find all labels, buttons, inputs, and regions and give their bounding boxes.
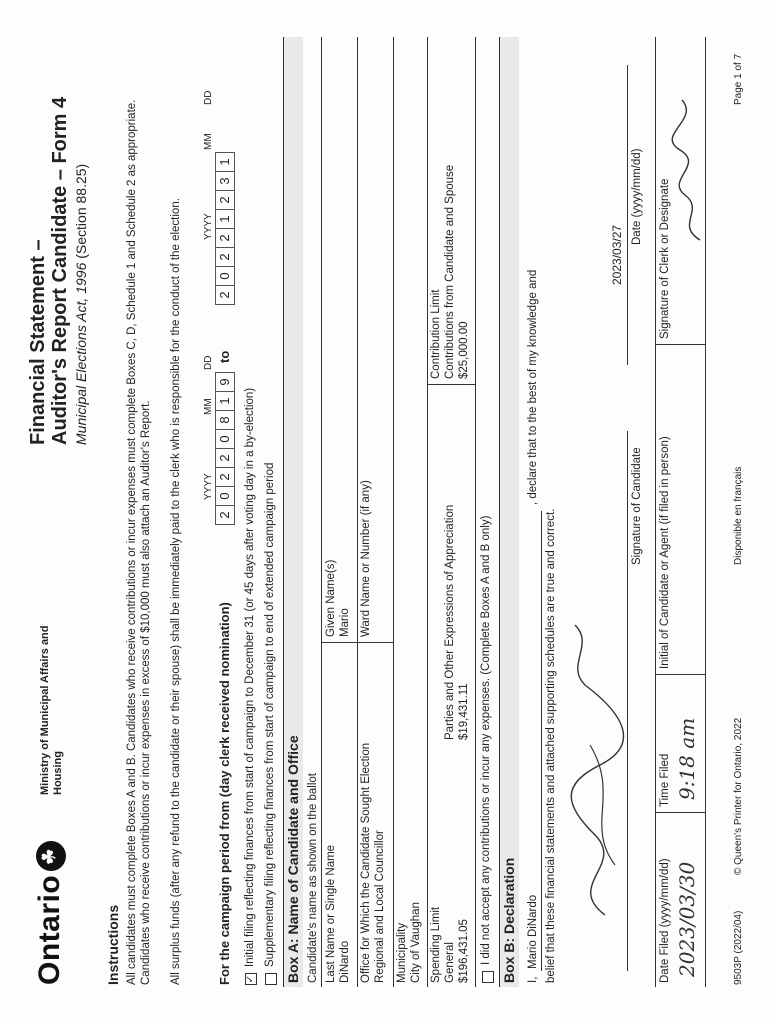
ministry-name: Ministry of Municipal Affairs and Housing [39,625,64,795]
form-subtitle [73,164,89,445]
col-mm: MM [203,398,214,415]
general-label: General [444,942,456,983]
supplementary-filing-checkbox[interactable] [265,973,277,985]
initial-filing-label: Initial filing reflecting finances from start of campaign to December 31 (or 45 days after voting day in a by-election) [244,387,256,967]
period-to-date [215,152,235,305]
to-digit: 1 [216,209,234,228]
from-digit: 0 [216,486,234,505]
instructions-para2: All surplus funds (after any refund to the candidate or their spouse) shall be immediately paid to the clerk who is responsible for the conduct of the election. [170,198,182,985]
divider [499,37,500,987]
declare-text: , declare that to the best of my knowledge and [527,269,539,505]
period-from-date [215,372,235,525]
declaration-date-label: Date (yyyy/mm/dd) [631,148,643,245]
municipality-value: City of Vaughan [410,902,422,983]
instructions-heading: Instructions [105,904,121,985]
signature-line [627,431,628,971]
general-value: $196,431.05 [458,919,470,983]
divider [427,384,475,385]
contribution-sub-label: Contributions from Candidate and Spouse [444,164,456,379]
col-mm-to: MM [203,133,214,150]
from-digit: 9 [217,378,232,386]
contribution-value: $25,000.00 [458,321,470,379]
from-digit: 0 [216,429,234,448]
no-contributions-label: I did not accept any contributions or incur any expenses. (Complete Boxes A and B only) [480,515,492,965]
declarant-line [541,511,542,971]
divider [705,37,706,987]
divider [321,37,322,987]
no-contributions-checkbox[interactable] [482,971,494,983]
office-label: Office for Which the Candidate Sought Election [360,742,372,983]
divider [283,37,284,987]
given-name-label: Given Name(s) [325,559,337,637]
to-digit: 0 [216,266,234,285]
contribution-limit-label: Contribution Limit [430,289,442,379]
from-digit: 2 [216,505,234,524]
divider [357,37,358,987]
from-digit: 2 [216,467,234,486]
to-label: to [217,350,232,363]
divider [393,37,394,987]
municipality-label: Municipality [396,922,408,983]
parties-label: Parties and Other Expressions of Appreciation [444,504,456,740]
signature-candidate-label: Signature of Candidate [631,447,643,565]
to-digit: 3 [216,171,234,190]
col-yyyy-to: YYYY [203,213,214,240]
declarant-name: Mario DiNardo [527,894,539,969]
initial-filing-checkbox[interactable]: ✓ [245,974,256,984]
divider [321,642,357,643]
parties-value: $19,431.11 [458,683,470,740]
i-label: I, [527,976,539,983]
spending-limit-label: Spending Limit [430,906,442,983]
belief-text: belief that these financial statements and attached supporting schedules are true and correct. [545,508,557,983]
time-filed-label: Time Filed [659,753,671,807]
to-digit: 1 [217,158,232,166]
ballot-label: Candidate's name as shown on the ballot [307,773,319,983]
last-name-value: DiNardo [339,940,351,983]
box-b-header-bg [499,37,519,987]
divider [357,642,393,643]
ontario-logo [33,841,67,985]
french-availability: Disponible en français [733,466,744,565]
divider [655,344,705,345]
divider [475,37,476,987]
clerk-signature [670,95,710,245]
period-label: For the campaign period from (day clerk received nomination) [217,602,232,985]
last-name-label: Last Name or Single Name [325,844,337,983]
candidate-signature [555,605,630,925]
form-code: 9503P (2022/04) [733,910,744,985]
divider [655,37,656,987]
divider [655,674,705,675]
supplementary-filing-label: Supplementary filing reflecting finances from start of campaign to end of extended campaign period [264,462,276,967]
ward-label: Ward Name or Number (if any) [360,480,372,637]
date-line [627,65,628,365]
form-title-line1: Financial Statement – [27,239,49,445]
col-dd-to: DD [203,90,214,105]
declaration-date: 2023/03/27 [610,224,624,285]
divider [655,812,705,813]
box-b-heading: Box B: Declaration [501,857,517,983]
clerk-signature-label: Signature of Clerk or Designate [659,178,671,339]
from-digit: 1 [216,391,234,410]
to-digit: 2 [216,228,234,247]
to-digit: 2 [216,285,234,304]
from-digit: 8 [216,410,234,429]
rotated-form [15,15,755,1005]
date-filed-label: Date Filed (yyyy/mm/dd) [659,858,671,983]
logo-text: Ontario [33,874,66,985]
act-name: Municipal Elections Act, 1996 [73,262,89,445]
date-filed-value: 2023/03/30 [675,861,699,977]
box-a-heading: Box A: Name of Candidate and Office [285,735,301,983]
time-filed-value: 9:18 am [675,717,699,800]
copyright: © Queen's Printer for Ontario, 2022 [733,717,744,875]
divider [427,37,428,987]
instructions-para1: All candidates must complete Boxes A and B. Candidates who receive contributions or incur expenses must complete Boxes C, D, Schedule 1 and Schedule 2 as appropriate. Candidates who receive contributions or incur expenses in excess of $10,000 must also attach an Auditor's Report. [126,99,152,985]
from-digit: 2 [216,448,234,467]
col-yyyy: YYYY [203,473,214,500]
to-digit: 2 [216,190,234,209]
trillium-icon [36,841,66,871]
col-dd: DD [203,355,214,370]
page-number: Page 1 of 7 [733,53,744,105]
form-title-line2: Auditor's Report Candidate – Form 4 [49,96,71,445]
office-value: Regional and Local Councillor [374,830,386,983]
to-digit: 2 [216,247,234,266]
initial-agent-label: Initial of Candidate or Agent (if filed in person) [659,436,671,669]
section-ref: (Section 88.25) [73,163,89,263]
given-name-value: Mario [339,608,351,637]
